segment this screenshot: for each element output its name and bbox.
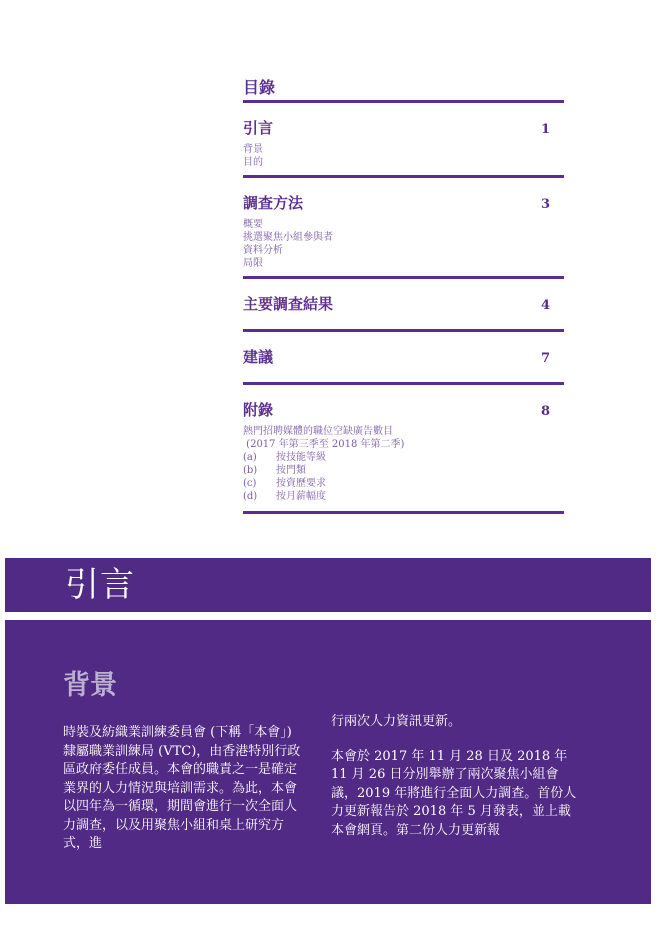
- right-column: [331, 713, 581, 856]
- toc-page-number: 3: [540, 197, 550, 212]
- toc-subitem: [243, 490, 564, 503]
- toc-subitem-text: 按資歷要求: [276, 478, 326, 489]
- toc-page-number: 7: [540, 351, 550, 366]
- toc-subitem-text: 按技能等級: [276, 452, 326, 463]
- toc-page-number: 8: [540, 404, 550, 419]
- toc-subitems: [243, 425, 564, 503]
- toc-entry-title: 主要調查結果: [243, 295, 334, 313]
- toc-subitem-text: 挑選聚焦小組參與者: [243, 232, 333, 243]
- toc-page-number: 4: [540, 298, 550, 313]
- left-paragraph: 時裝及紡織業訓練委員會 (下稱「本會」) 隸屬職業訓練局 (VTC)，由香港特別行政區政府委任成員。本會的職責之一是確定業界的人力情況與培訓需求。為此，本會以四年為一循環，期間會進行一次全面人力調查，以及用聚焦小組和桌上研究方式，進: [63, 725, 301, 851]
- toc-subitem-text: (2017 年第三季至 2018 年第二季): [243, 439, 405, 450]
- toc-entry[interactable]: [243, 117, 564, 139]
- toc-subitem: [243, 438, 564, 451]
- table-of-contents: [243, 78, 564, 514]
- toc-subitem-text: 目的: [243, 157, 263, 168]
- toc-entry-title: 附錄: [243, 401, 274, 419]
- toc-subitem-text: 概要: [243, 219, 263, 230]
- toc-title: 目錄: [243, 78, 276, 97]
- toc-section: [243, 385, 564, 511]
- toc-subitem: [243, 477, 564, 490]
- right-paragraph-2: 本會於 2017 年 11 月 28 日及 2018 年 11 月 26 日分別舉辦了兩次聚焦小組會議，2019 年將進行全面人力調查。首份人力更新報告於 2018 年 5 月發表，並上載本會網頁。第二份人力更新報: [331, 748, 577, 838]
- toc-subitem-text: 熱門招聘媒體的職位空缺廣告數目: [243, 426, 393, 437]
- toc-entry[interactable]: [243, 399, 564, 421]
- toc-entry-title: 調查方法: [243, 194, 304, 212]
- toc-subitem-text: 背景: [243, 144, 263, 155]
- toc-subitem: [243, 257, 564, 270]
- toc-subitem-text: 按門類: [276, 465, 306, 476]
- left-column: [63, 724, 303, 870]
- toc-page-number: 1: [540, 122, 550, 137]
- background-panel: [5, 620, 651, 904]
- toc-entry-title: 引言: [243, 119, 274, 137]
- toc-entry[interactable]: [243, 293, 564, 315]
- background-heading: 背景: [63, 670, 117, 701]
- toc-subitem: [243, 244, 564, 257]
- toc-subitem-label: (c): [243, 478, 257, 489]
- intro-title: 引言: [65, 565, 135, 605]
- toc-subitem: [243, 425, 564, 438]
- toc-subitem: [243, 451, 564, 464]
- toc-subitem-label: (d): [243, 491, 258, 502]
- toc-subitem-text: 局限: [243, 258, 263, 269]
- toc-section: [243, 332, 564, 382]
- toc-section: [243, 279, 564, 329]
- right-paragraph-1: 行兩次人力資訊更新。: [331, 714, 462, 729]
- toc-subitem: [243, 218, 564, 231]
- toc-entry[interactable]: [243, 192, 564, 214]
- toc-subitem: [243, 231, 564, 244]
- toc-subitem: [243, 464, 564, 477]
- toc-subitems: [243, 143, 564, 169]
- toc-subitem-label: (b): [243, 465, 258, 476]
- toc-entry-title: 建議: [243, 348, 274, 366]
- toc-entry[interactable]: [243, 346, 564, 368]
- toc-subitem: [243, 156, 564, 169]
- intro-title-band: [5, 558, 651, 612]
- toc-subitem-text: 按月薪幅度: [276, 491, 326, 502]
- toc-sections: [243, 103, 564, 514]
- toc-subitem-label: (a): [243, 452, 257, 463]
- toc-subitem: [243, 143, 564, 156]
- toc-section: [243, 103, 564, 175]
- toc-subitems: [243, 218, 564, 270]
- toc-subitem-text: 資料分析: [243, 245, 283, 256]
- divider: [243, 511, 564, 514]
- toc-section: [243, 178, 564, 276]
